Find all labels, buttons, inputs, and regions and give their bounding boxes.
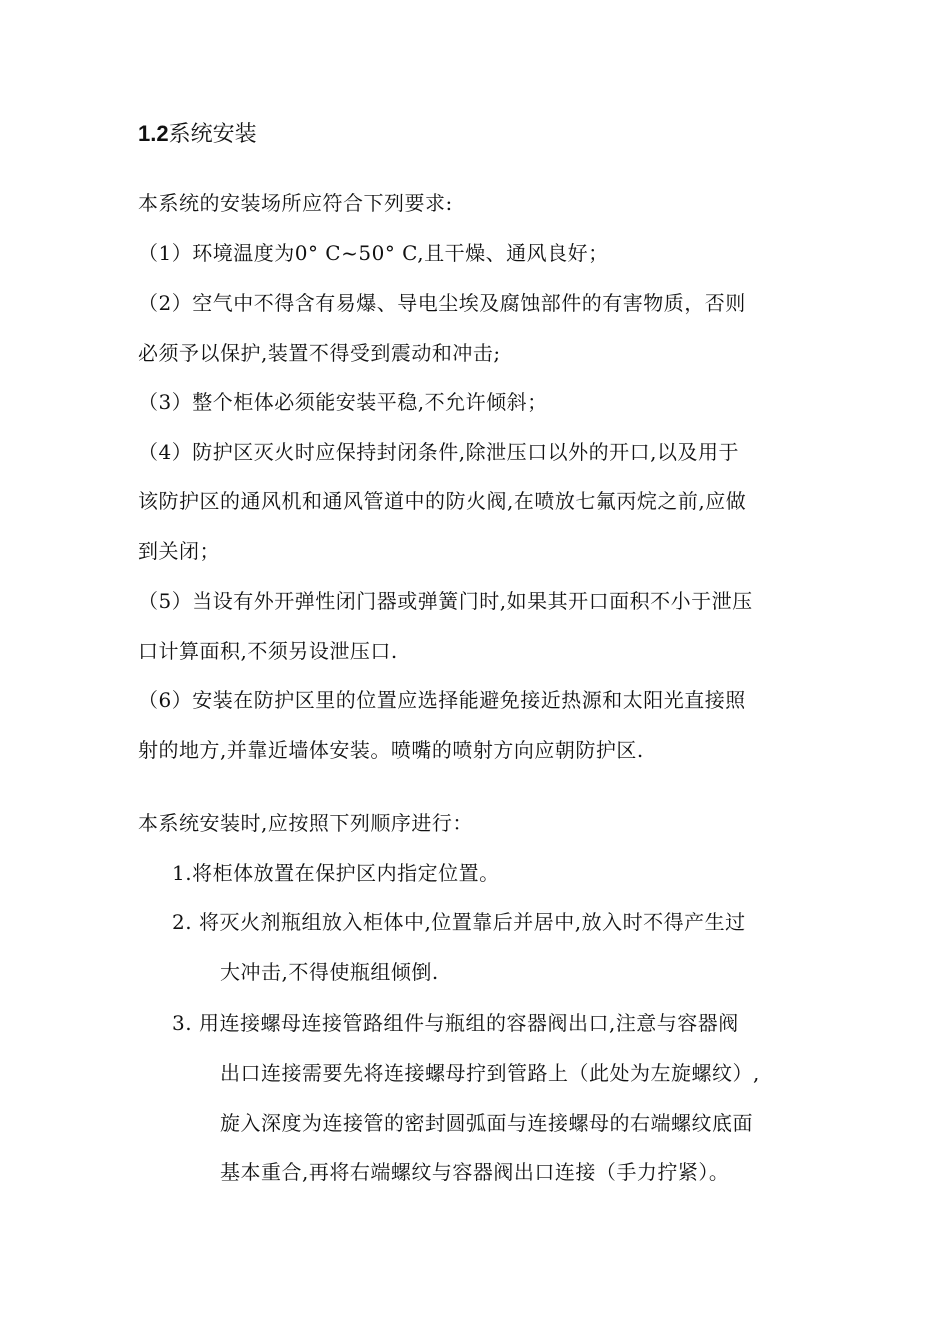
intro-paragraph: 本系统的安装场所应符合下列要求: — [138, 191, 453, 215]
requirement-3-line-1: （3）整个柜体必须能安装平稳,不允许倾斜； — [138, 390, 548, 414]
section-title: 系统安装 — [168, 122, 257, 147]
requirement-2-line-2: 必须予以保护,装置不得受到震动和冲击; — [138, 341, 501, 365]
steps-intro: 本系统安装时,应按照下列顺序进行： — [138, 811, 473, 835]
step-3-line-2: 出口连接需要先将连接螺母拧到管路上（此处为左旋螺纹）, — [220, 1061, 760, 1085]
step-3-line-3: 旋入深度为连接管的密封圆弧面与连接螺母的右端螺纹底面 — [220, 1111, 753, 1135]
requirement-6-line-2: 射的地方,并靠近墙体安装。喷嘴的喷射方向应朝防护区. — [138, 738, 644, 762]
step-3-line-1: 3. 用连接螺母连接管路组件与瓶组的容器阀出口,注意与容器阀 — [172, 1011, 739, 1035]
section-heading — [138, 116, 257, 153]
step-1-line-1: 1.将柜体放置在保护区内指定位置。 — [172, 861, 500, 885]
step-2-line-2: 大冲击,不得使瓶组倾倒. — [220, 960, 439, 984]
step-2-line-1: 2. 将灭火剂瓶组放入柜体中,位置靠后并居中,放入时不得产生过 — [172, 910, 746, 934]
requirement-5-line-2: 口计算面积,不须另设泄压口. — [138, 639, 398, 663]
requirement-5-line-1: （5）当设有外开弹性闭门器或弹簧门时,如果其开口面积不小于泄压 — [138, 589, 753, 613]
requirement-1-line-1: （1）环境温度为0° C~50° C,且干燥、通风良好； — [138, 241, 609, 265]
requirement-6-line-1: （6）安装在防护区里的位置应选择能避免接近热源和太阳光直接照 — [138, 688, 746, 712]
requirement-4-line-2: 该防护区的通风机和通风管道中的防火阀,在喷放七氟丙烷之前,应做 — [138, 489, 747, 513]
requirement-2-line-1: （2）空气中不得含有易爆、导电尘埃及腐蚀部件的有害物质，否则 — [138, 291, 746, 315]
requirement-4-line-1: （4）防护区灭火时应保持封闭条件,除泄压口以外的开口,以及用于 — [138, 440, 739, 464]
step-3-line-4: 基本重合,再将右端螺纹与容器阀出口连接（手力拧紧）。 — [220, 1160, 730, 1184]
requirement-4-line-3: 到关闭； — [138, 539, 220, 563]
section-number: 1.2 — [138, 121, 169, 146]
